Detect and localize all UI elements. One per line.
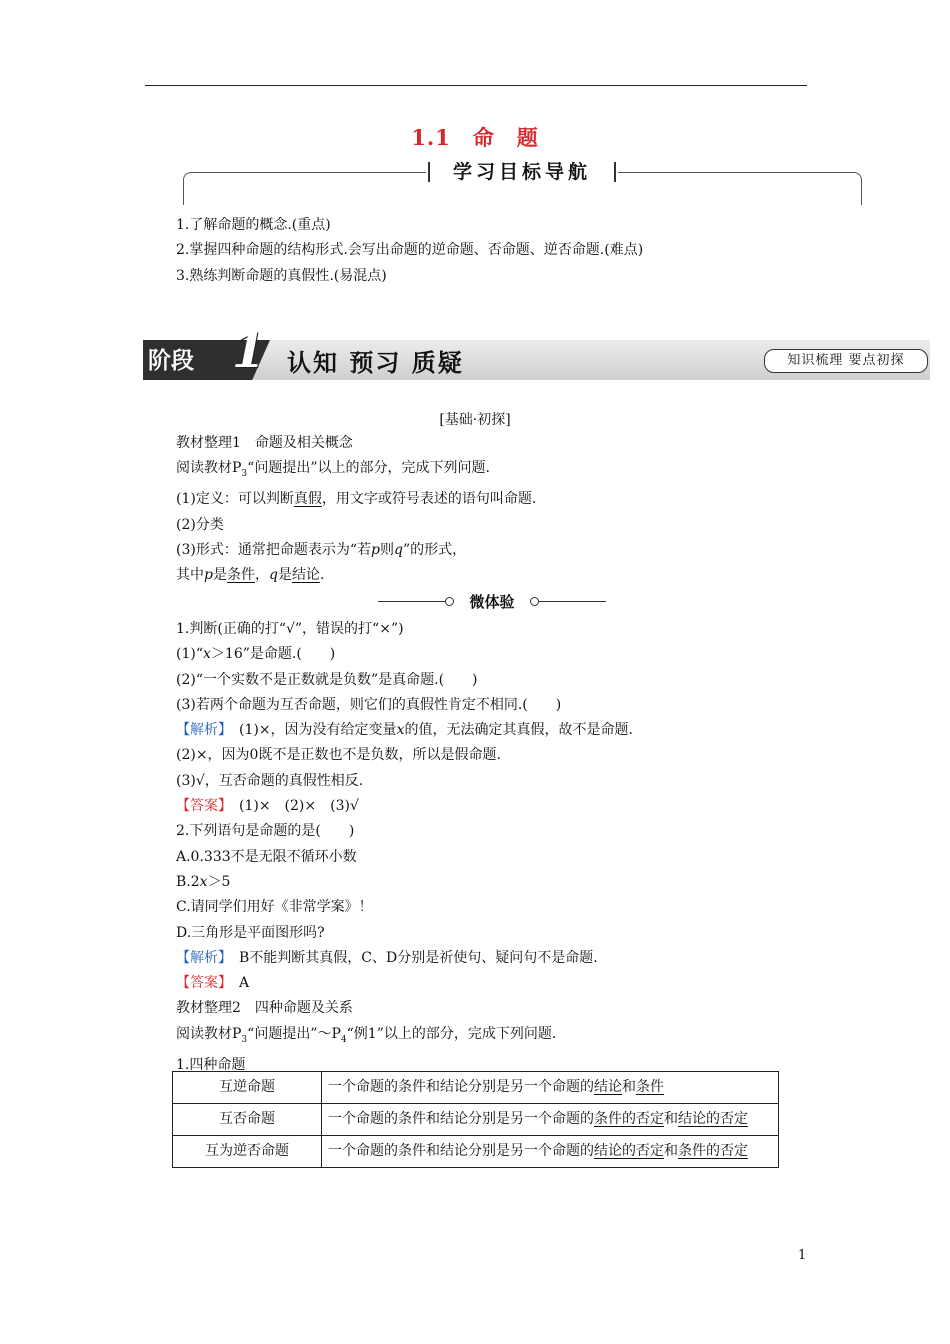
relation-name: 互逆命题 <box>173 1072 322 1104</box>
stage-tag: 知识梳理 要点初探 <box>764 349 928 373</box>
fill-blank: 真假 <box>293 491 322 508</box>
goal-item: 1.了解命题的概念.(重点) <box>176 217 331 233</box>
relations-table <box>172 1071 779 1168</box>
answer-line: 【答案】 A <box>176 975 250 992</box>
stage-label: 阶段 <box>148 348 194 374</box>
relation-desc: 一个命题的条件和结论分别是另一个命题的结论的否定和条件的否定 <box>322 1136 779 1168</box>
relation-name: 互否命题 <box>173 1104 322 1136</box>
form-line: (3)形式：通常把命题表示为“若p则q”的形式， <box>176 541 467 558</box>
page-number: 1 <box>798 1248 807 1263</box>
analysis-line: (3)√，互否命题的真假性相反. <box>176 772 364 789</box>
choice: B.2x＞5 <box>176 873 231 890</box>
choice: A.0.333不是无限不循环小数 <box>176 848 357 865</box>
goals-list <box>176 213 643 289</box>
classify-line: (2)分类 <box>176 516 224 533</box>
section-label: [基础·初探] <box>439 412 511 428</box>
goal-item: 2.掌握四种命题的结构形式.会写出命题的逆命题、否命题、逆否命题.(难点) <box>176 242 644 259</box>
question-item: (3)若两个命题为互否命题，则它们的真假性肯定不相同.( ) <box>176 696 562 713</box>
table-row <box>173 1104 779 1136</box>
relation-name: 互为逆否命题 <box>173 1136 322 1168</box>
where-line: 其中p是条件，q是结论. <box>176 567 325 584</box>
definition-line: (1)定义：可以判断真假，用文字或符号表述的语句叫命题. <box>176 491 537 508</box>
answer-line: 【答案】 (1)× (2)× (3)√ <box>176 798 359 815</box>
question-item: (2)“一个实数不是正数就是负数”是真命题.( ) <box>176 671 478 688</box>
stage-number: 1 <box>232 323 266 379</box>
goal-item: 3.熟练判断命题的真假性.(易混点) <box>176 267 387 284</box>
answer-tag: 【答案】 <box>176 975 225 992</box>
table-row <box>173 1136 779 1168</box>
question-item: (1)“x＞16”是命题.( ) <box>176 646 336 663</box>
exercises <box>176 617 633 1078</box>
analysis-tag: 【解析】 <box>176 722 225 739</box>
fill-blank: 结论 <box>291 567 320 584</box>
choice: D.三角形是平面图形吗? <box>176 924 325 941</box>
sub-heading: 1.四种命题 <box>176 1056 246 1073</box>
analysis-line: (2)×，因为0既不是正数也不是负数，所以是假命题. <box>176 747 501 764</box>
material-intro: 阅读教材$P_3“$问题提出$”\sim P_4“$例1”以上的部分，完成下列问题. <box>176 1025 557 1045</box>
question-stem: 2.下列语句是命题的是( ) <box>176 823 355 840</box>
micro-title: 微体验 <box>469 593 515 611</box>
answer-tag: 【答案】 <box>176 798 225 815</box>
material-heading: 教材整理2 四种命题及关系 <box>176 1000 353 1017</box>
page-title: 1.1 命 题 <box>411 125 539 150</box>
material-1 <box>176 431 536 589</box>
question-stem: 1.判断(正确的打“√”，错误的打“×”) <box>176 621 404 637</box>
analysis-line: 【解析】 B不能判断其真假，C、D分别是祈使句、疑问句不是命题. <box>176 949 598 966</box>
table-row <box>173 1072 779 1104</box>
goals-heading: 学习目标导航 <box>426 158 618 186</box>
material-heading: 教材整理1 命题及相关概念 <box>176 435 353 451</box>
material-intro: 阅读教材$P_3“$问题提出”以上的部分，完成下列问题. <box>176 460 490 480</box>
analysis-tag: 【解析】 <box>176 949 225 966</box>
relation-desc: 一个命题的条件和结论分别是另一个命题的结论和条件 <box>322 1072 779 1104</box>
header-rule <box>145 85 807 86</box>
relation-desc: 一个命题的条件和结论分别是另一个命题的条件的否定和结论的否定 <box>322 1104 779 1136</box>
micro-divider <box>378 592 606 612</box>
stage-title: 认知 预习 质疑 <box>287 349 464 377</box>
fill-blank: 条件 <box>226 567 255 584</box>
analysis-line: 【解析】 (1)×，因为没有给定变量x的值，无法确定其真假，故不是命题. <box>176 722 633 739</box>
choice: C.请同学们用好《非常学案》！ <box>176 899 373 916</box>
